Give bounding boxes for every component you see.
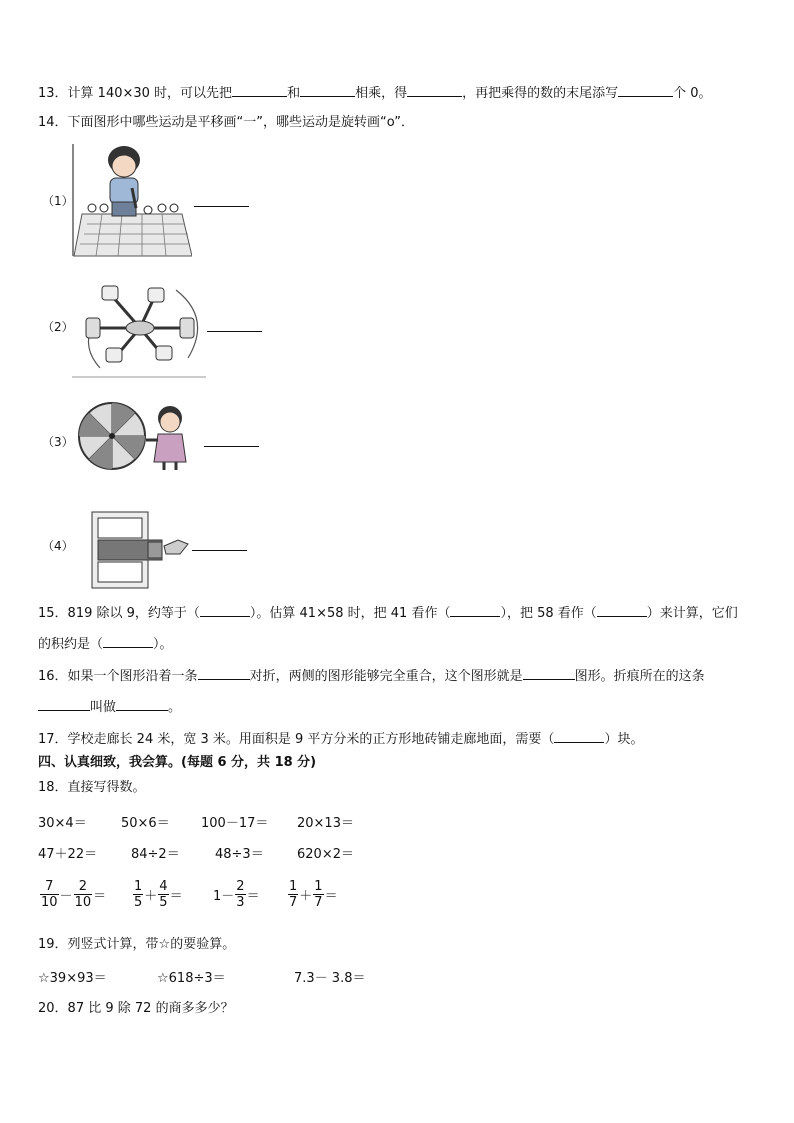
answer-line-3[interactable] <box>204 446 259 447</box>
question-20: 20．87 比 9 除 72 的商多多少？ <box>38 1001 234 1016</box>
item-label-3: （3） <box>42 435 74 449</box>
fraction: $\frac{7}{10}$ <box>41 879 58 910</box>
vertical-calc-item: ☆39×93＝ <box>38 971 107 986</box>
answer-blank[interactable] <box>450 603 500 617</box>
answer-blank[interactable] <box>554 729 604 743</box>
answer-blank[interactable] <box>523 666 575 680</box>
fraction-calc-3: 1－ $\frac{2}{3}$ ＝ <box>213 879 260 910</box>
answer-line-1[interactable] <box>194 206 249 207</box>
question-19: 19．列竖式计算，带☆的要验算。 <box>38 937 236 952</box>
calc-item: 20×13＝ <box>297 816 354 831</box>
fraction-calc-2: $\frac{1}{5}$ ＋ $\frac{4}{5}$ ＝ <box>134 879 183 910</box>
fraction: $\frac{1}{7}$ <box>314 879 323 910</box>
fraction-calc-1: $\frac{7}{10}$ － $\frac{2}{10}$ ＝ <box>41 879 107 910</box>
question-16-line2: 叫做 。 <box>38 697 181 717</box>
item-label-2: （2） <box>42 320 74 334</box>
question-14: 14．下面图形中哪些运动是平移画“一”，哪些运动是旋转画“o”． <box>38 115 414 130</box>
calc-item: 30×4＝ <box>38 816 87 831</box>
item-label-1: （1） <box>42 194 74 208</box>
answer-blank[interactable] <box>407 83 462 97</box>
calc-item: 100－17＝ <box>201 816 269 831</box>
fraction: $\frac{2}{3}$ <box>236 879 245 910</box>
question-18: 18．直接写得数。 <box>38 780 146 795</box>
fraction: $\frac{4}{5}$ <box>159 879 168 910</box>
answer-blank[interactable] <box>198 666 250 680</box>
vertical-calc-item: 7.3－ 3.8＝ <box>294 971 366 986</box>
calc-item: 48÷3＝ <box>215 847 264 862</box>
answer-blank[interactable] <box>103 634 153 648</box>
fraction: $\frac{1}{7}$ <box>289 879 298 910</box>
answer-blank[interactable] <box>200 603 250 617</box>
calc-item: 620×2＝ <box>297 847 354 862</box>
fraction: $\frac{2}{10}$ <box>74 879 92 910</box>
section-4-title: 四、认真细致，我会算。(每题 6 分，共 18 分) <box>38 755 317 770</box>
answer-blank[interactable] <box>618 83 673 97</box>
answer-blank[interactable] <box>116 697 168 711</box>
drawer-cabinet-image <box>88 510 190 590</box>
answer-blank[interactable] <box>38 697 90 711</box>
spinner-girl-image <box>72 400 200 472</box>
item-label-4: （4） <box>42 539 74 553</box>
question-15-line2: 的积约是（ ）。 <box>38 634 173 654</box>
answer-blank[interactable] <box>300 83 355 97</box>
answer-line-4[interactable] <box>192 550 247 551</box>
calc-item: 84÷2＝ <box>131 847 180 862</box>
question-17: 17．学校走廊长 24 米，宽 3 米。用面积是 9 平方分米的正方形地砖铺走廊地面，需要（ ）块。 <box>38 729 643 749</box>
calc-item: 47＋22＝ <box>38 847 98 862</box>
question-16: 16．如果一个图形沿着一条 对折，两侧的图形能够完全重合，这个图形就是 图形。折痕所在的这条 <box>38 666 705 686</box>
fraction-calc-4: $\frac{1}{7}$ ＋ $\frac{1}{7}$ ＝ <box>289 879 338 910</box>
spinning-ride-image <box>72 278 208 378</box>
question-15: 15．819 除以 9，约等于（ ）。估算 41×58 时，把 41 看作（ ），把 58 看作（ ）来计算，它们 <box>38 603 738 623</box>
vertical-calc-item: ☆618÷3＝ <box>157 971 226 986</box>
answer-blank[interactable] <box>232 83 287 97</box>
boy-chess-image <box>72 144 192 260</box>
question-13: 13．计算 140×30 时，可以先把 和 相乘，得 ，再把乘得的数的末尾添写 个 0。 <box>38 83 712 103</box>
answer-blank[interactable] <box>597 603 647 617</box>
calc-item: 50×6＝ <box>121 816 170 831</box>
fraction: $\frac{1}{5}$ <box>134 879 143 910</box>
answer-line-2[interactable] <box>207 331 262 332</box>
